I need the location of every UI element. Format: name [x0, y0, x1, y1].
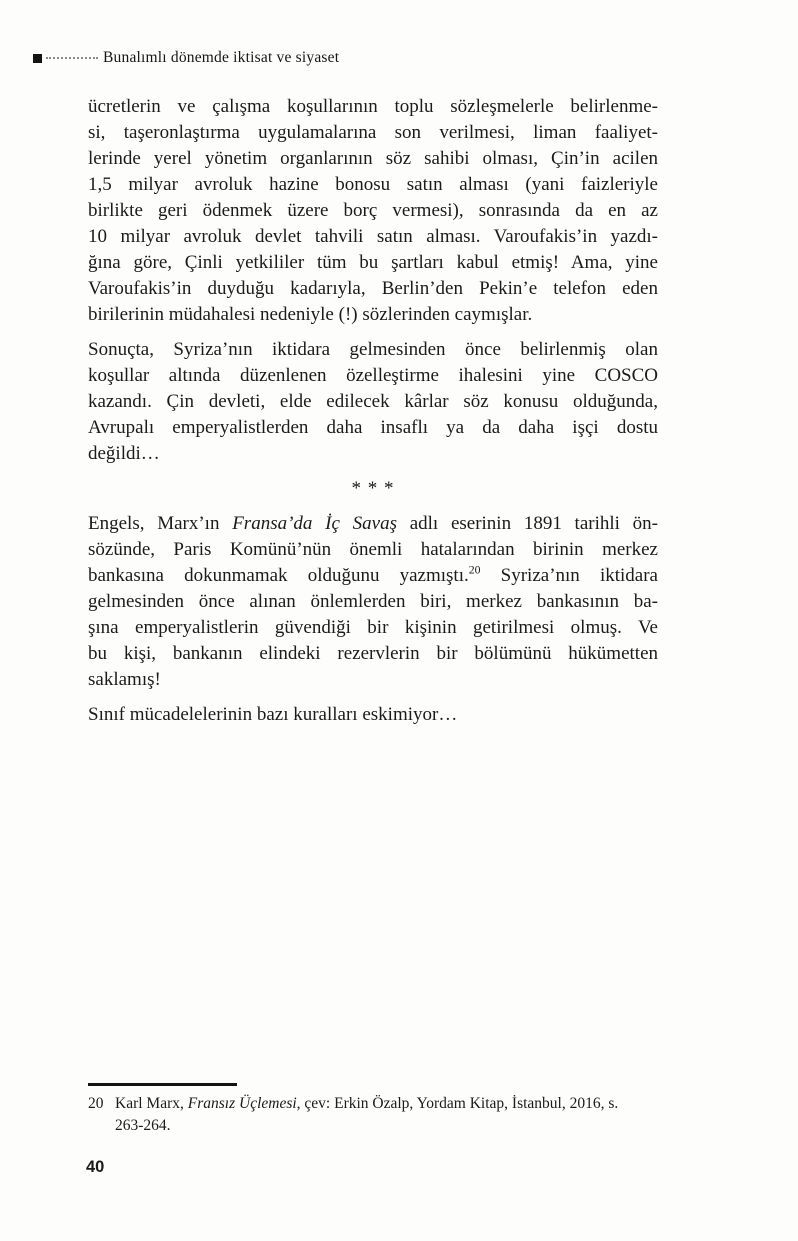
- section-before-separator: [88, 94, 658, 467]
- text-line: [88, 146, 658, 172]
- text-run: adlı eserinin 1891 tarihli ön-: [396, 513, 658, 534]
- paragraph: [88, 94, 658, 328]
- footnote-number: 20: [88, 1095, 104, 1112]
- text-run: şına emperyalistlerin güvendiği bir kişinin getirilmesi olmuş. Ve: [88, 617, 658, 638]
- text-run: Sınıf mücadelelerinin bazı kuralları eskimiyor…: [88, 704, 458, 725]
- text-run: kazandı. Çin devleti, elde edilecek kârlar söz konusu olduğunda,: [88, 391, 658, 412]
- running-header: [33, 50, 339, 66]
- text-line: [88, 120, 658, 146]
- page-number: 40: [86, 1158, 105, 1176]
- text-line: [88, 615, 658, 641]
- text-line: [88, 641, 658, 667]
- text-line: [88, 363, 658, 389]
- text-run: saklamış!: [88, 669, 161, 690]
- text-run: Engels, Marx’ın: [88, 513, 233, 534]
- footnote-text: [115, 1093, 672, 1137]
- text-line: [88, 198, 658, 224]
- text-run: bu kişi, bankanın elindeki rezervlerin bir bölümünü hükümetten: [88, 643, 658, 664]
- paragraph: [88, 337, 658, 467]
- body-text: [88, 94, 658, 737]
- paragraph: [88, 702, 658, 728]
- text-run: , çev: Erkin Özalp, Yordam Kitap, İstanbul, 2016, s.: [296, 1095, 619, 1112]
- text-line: [88, 537, 658, 563]
- text-line: [88, 589, 658, 615]
- text-run: sözünde, Paris Komünü’nün önemli hatalarından birinin merkez: [88, 539, 658, 560]
- text-line: [88, 511, 658, 537]
- dotted-leader: [46, 57, 98, 59]
- text-run: si, taşeronlaştırma uygulamalarına son verilmesi, liman faaliyet-: [88, 122, 658, 143]
- text-run: Syriza’nın iktidara: [480, 565, 658, 586]
- text-run: Avrupalı emperyalistlerden daha insaflı ya da daha işçi dostu: [88, 417, 658, 438]
- text-run: birilerinin müdahalesi nedeniyle (!) sözlerinden caymışlar.: [88, 304, 533, 325]
- paragraph: [88, 511, 658, 693]
- text-run: birlikte geri ödenmek üzere borç vermesi), sonrasında da en az: [88, 200, 658, 221]
- text-run: 10 milyar avroluk devlet tahvili satın alması. Varoufakis’in yazdı-: [88, 226, 658, 247]
- text-run: Sonuçta, Syriza’nın iktidara gelmesinden önce belirlenmiş olan: [88, 339, 658, 360]
- text-run: bankasına dokunmamak olduğunu yazmıştı.: [88, 565, 469, 586]
- text-line: [88, 563, 658, 589]
- text-run: Karl Marx,: [115, 1095, 188, 1112]
- text-run: 263-264.: [115, 1117, 171, 1134]
- text-run: Varoufakis’in duyduğu kadarıyla, Berlin’den Pekin’e telefon eden: [88, 278, 658, 299]
- text-run: ücretlerin ve çalışma koşullarının toplu sözleşmelerle belirlenme-: [88, 96, 658, 117]
- text-run: ğına göre, Çinli yetkililer tüm bu şartları kabul etmiş! Ama, yine: [88, 252, 658, 273]
- text-line: [88, 276, 658, 302]
- text-line: [88, 441, 658, 467]
- text-line: [88, 172, 658, 198]
- text-line: [88, 389, 658, 415]
- section-after-separator: [88, 511, 658, 728]
- italic-text: Fransız Üçlemesi: [187, 1095, 297, 1112]
- text-run: 1,5 milyar avroluk hazine bonosu satın alması (yani faizleriyle: [88, 174, 658, 195]
- text-line: [115, 1115, 672, 1137]
- text-line: [88, 337, 658, 363]
- footnote-ref: 20: [468, 563, 481, 577]
- text-line: [88, 702, 658, 728]
- text-line: [88, 224, 658, 250]
- text-line: [88, 667, 658, 693]
- footnote: [88, 1093, 672, 1137]
- section-marker-icon: [33, 54, 42, 63]
- italic-text: Fransa’da İç Savaş: [232, 513, 397, 534]
- running-header-title: Bunalımlı dönemde iktisat ve siyaset: [103, 49, 340, 66]
- text-line: [88, 94, 658, 120]
- text-line: [88, 250, 658, 276]
- text-line: [88, 302, 658, 328]
- text-run: koşullar altında düzenlenen özelleştirme ihalesini yine COSCO: [88, 365, 658, 386]
- section-separator: * * *: [351, 478, 395, 499]
- text-run: lerinde yerel yönetim organlarının söz sahibi olması, Çin’in acilen: [88, 148, 658, 169]
- text-line: [88, 415, 658, 441]
- text-run: gelmesinden önce alınan önlemlerden biri, merkez bankasının ba-: [88, 591, 658, 612]
- text-line: [115, 1093, 672, 1115]
- text-run: değildi…: [88, 443, 160, 464]
- footnote-rule: [88, 1083, 237, 1086]
